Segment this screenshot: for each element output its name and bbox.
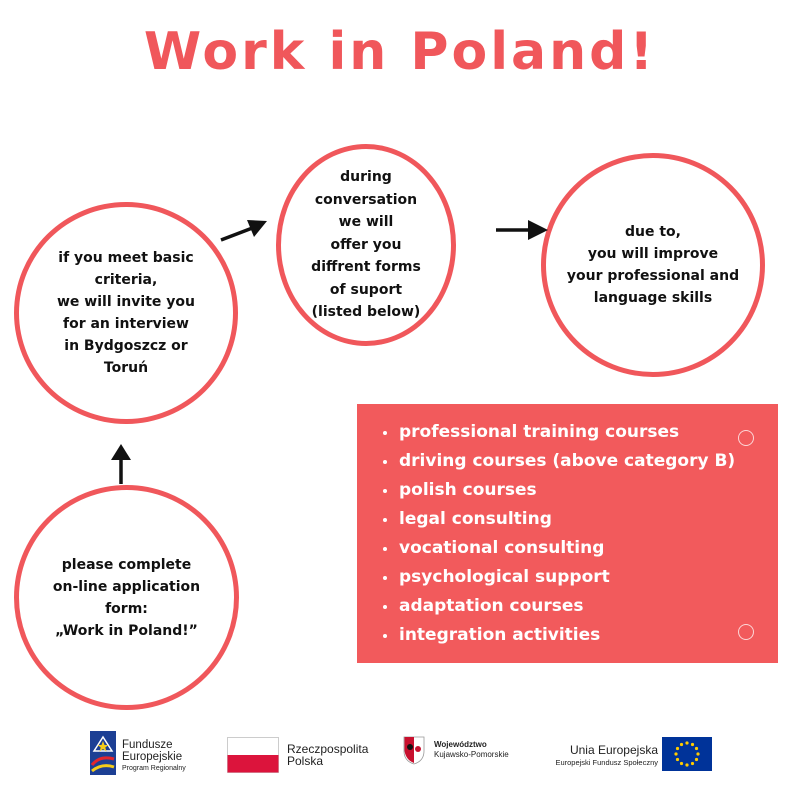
funding-logos bbox=[0, 725, 800, 785]
support-item: professional training courses bbox=[383, 418, 735, 447]
ue-title: Unia Europejska bbox=[569, 743, 658, 757]
support-item: adaptation courses bbox=[383, 592, 735, 621]
step-conversation-text: during conversation we will offer you diffrent forms of suport (listed below) bbox=[311, 169, 421, 321]
arrow-right-icon bbox=[496, 217, 548, 243]
unia-europejska-logo bbox=[540, 737, 712, 775]
support-list bbox=[383, 418, 735, 650]
decorative-circle-icon bbox=[738, 624, 754, 640]
rp-line1: Rzeczpospolita bbox=[287, 742, 369, 756]
support-item: driving courses (above category B) bbox=[383, 447, 735, 476]
support-item: integration activities bbox=[383, 621, 735, 650]
support-item: polish courses bbox=[383, 476, 735, 505]
page-title: Work in Poland! bbox=[143, 22, 657, 82]
woj-line2: Kujawsko-Pomorskie bbox=[434, 750, 509, 759]
step-improve-text: due to, you will improve your professional and language skills bbox=[566, 224, 740, 306]
step-circle-apply bbox=[14, 485, 239, 710]
rzeczpospolita-polska-logo bbox=[227, 737, 387, 773]
fundusze-europejskie-emblem-icon bbox=[90, 731, 116, 775]
step-circle-conversation bbox=[276, 144, 456, 346]
support-item: psychological support bbox=[383, 563, 735, 592]
step-interview-text: if you meet basic criteria, we will invite you for an interview in Bydgoszcz or Toruń bbox=[57, 250, 195, 376]
support-item: legal consulting bbox=[383, 505, 735, 534]
fundusze-line1: Fundusze bbox=[122, 739, 173, 751]
support-item: vocational consulting bbox=[383, 534, 735, 563]
wojewodztwo-logo bbox=[402, 735, 522, 775]
polish-flag-icon bbox=[227, 737, 279, 773]
fundusze-sub: Program Regionalny bbox=[122, 765, 186, 772]
support-box bbox=[357, 404, 778, 663]
step-apply-text: please complete on-line application form: „Work in Poland!” bbox=[52, 556, 201, 639]
rp-line2: Polska bbox=[287, 754, 324, 768]
step-circle-interview bbox=[14, 202, 238, 424]
woj-line1: Województwo bbox=[434, 740, 487, 749]
ue-sub: Europejski Fundusz Społeczny bbox=[555, 758, 658, 767]
arrow-up-icon bbox=[108, 444, 134, 484]
coat-of-arms-icon bbox=[402, 735, 426, 765]
eu-flag-icon bbox=[662, 737, 712, 771]
step-circle-improve bbox=[541, 153, 765, 377]
decorative-circle-icon bbox=[738, 430, 754, 446]
arrow-diagonal-icon bbox=[219, 217, 269, 243]
fundusze-europejskie-logo bbox=[90, 731, 210, 781]
fundusze-line2: Europejskie bbox=[122, 751, 183, 763]
